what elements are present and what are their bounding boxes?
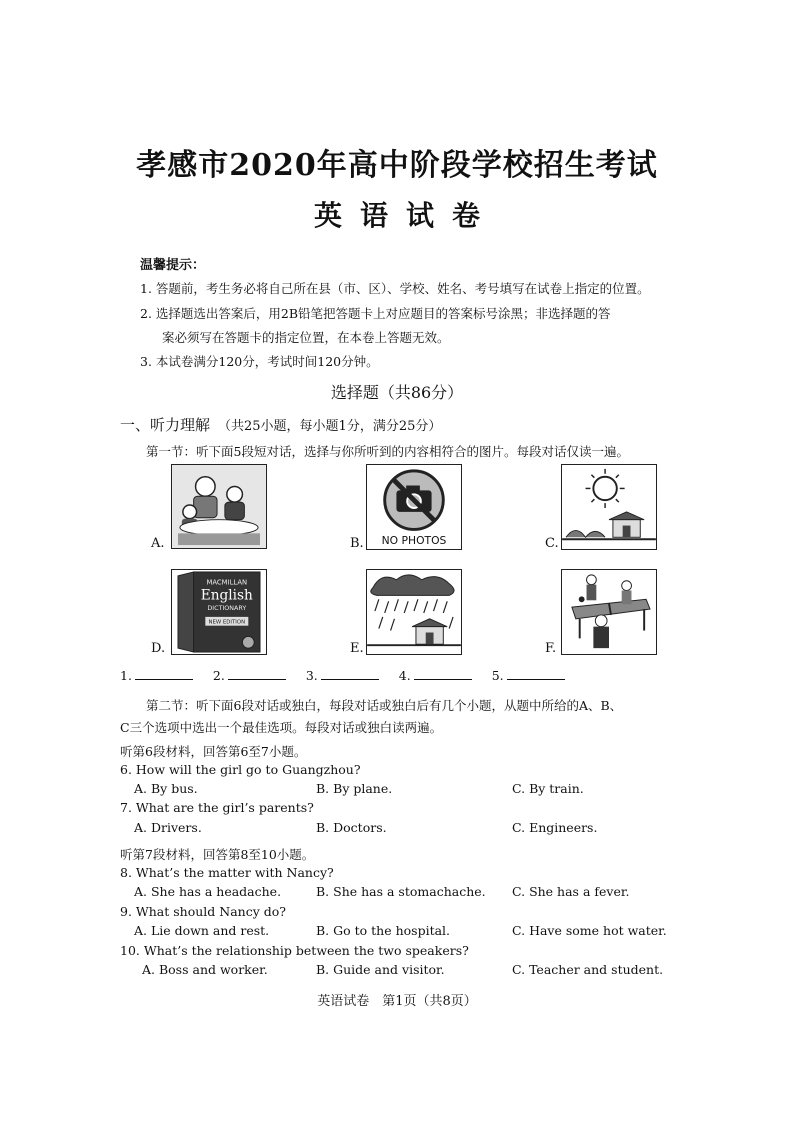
book-dictionary-text: DICTIONARY <box>207 605 247 613</box>
rainy-weather-icon <box>367 570 461 654</box>
q8-option-c[interactable]: C. She has a fever. <box>512 884 630 899</box>
blank-2[interactable]: 2. <box>213 668 286 683</box>
part1-title: 一、听力理解 <box>120 416 211 434</box>
book-publisher-text: MACMILLAN <box>206 578 248 587</box>
part1-meta: （共25小题，每小题1分，满分25分） <box>218 419 442 434</box>
tip-item-2: 2. 选择题选出答案后，用2B铅笔把答题卡上对应题目的答案标号涂黑；非选择题的答 <box>140 306 611 321</box>
q7-option-b[interactable]: B. Doctors. <box>316 820 387 835</box>
picture-e-rainy-house <box>366 569 462 655</box>
picture-label-a: A. <box>151 536 165 551</box>
picture-c-sunny-house <box>561 464 657 550</box>
answer-blanks <box>120 668 581 683</box>
blank-3[interactable]: 3. <box>306 668 379 683</box>
section1-instructions: 第一节：听下面5段短对话，选择与你所听到的内容相符合的图片。每段对话仅读一遍。 <box>146 444 629 459</box>
tips-heading: 温馨提示： <box>140 258 206 273</box>
blank-4[interactable]: 4. <box>399 668 472 683</box>
q8-option-b[interactable]: B. She has a stomachache. <box>316 884 486 899</box>
question-9: 9. What should Nancy do? <box>120 904 286 919</box>
blank-5[interactable]: 5. <box>492 668 565 683</box>
no-photos-text: NO PHOTOS <box>381 534 447 548</box>
book-edition-text: NEW EDITION <box>208 619 246 626</box>
section2-instructions-2: C三个选项中选出一个最佳选项。每段对话或独白读两遍。 <box>120 720 443 735</box>
material-6-heading: 听第6段材料，回答第6至7小题。 <box>120 744 307 759</box>
no-camera-icon <box>367 465 461 549</box>
question-7: 7. What are the girl’s parents? <box>120 800 314 815</box>
q9-option-b[interactable]: B. Go to the hospital. <box>316 923 451 938</box>
picture-f-table-tennis <box>561 569 657 655</box>
exam-subtitle: 英语试卷 <box>313 199 498 232</box>
q9-option-a[interactable]: A. Lie down and rest. <box>134 923 270 938</box>
table-tennis-icon <box>562 570 656 654</box>
q8-option-a[interactable]: A. She has a headache. <box>134 884 282 899</box>
exam-title: 孝感市2020年高中阶段学校招生考试 <box>136 148 658 183</box>
question-8: 8. What’s the matter with Nancy? <box>120 865 334 880</box>
tip-item-2-cont: 案必须写在答题卡的指定位置，在本卷上答题无效。 <box>162 330 450 345</box>
q7-option-a[interactable]: A. Drivers. <box>134 820 202 835</box>
q9-option-c[interactable]: C. Have some hot water. <box>512 923 667 938</box>
q6-option-c[interactable]: C. By train. <box>512 781 584 796</box>
book-title-text: English <box>200 587 253 604</box>
tip-item-1: 1. 答题前，考生务必将自己所在县（市、区）、学校、姓名、考号填写在试卷上指定的位置。 <box>140 281 650 296</box>
blank-1[interactable]: 1. <box>120 668 193 683</box>
picture-label-d: D. <box>151 641 166 656</box>
dictionary-book-icon <box>172 570 266 654</box>
picture-b-no-photos <box>366 464 462 550</box>
page-footer: 英语试卷 第1页（共8页） <box>317 994 477 1009</box>
section-title: 选择题（共86分） <box>330 383 464 402</box>
q6-option-b[interactable]: B. By plane. <box>316 781 393 796</box>
q7-option-c[interactable]: C. Engineers. <box>512 820 598 835</box>
question-10: 10. What’s the relationship between the two speakers? <box>120 943 469 958</box>
tip-item-3: 3. 本试卷满分120分，考试时间120分钟。 <box>140 354 379 369</box>
picture-label-c: C. <box>545 536 559 551</box>
material-7-heading: 听第7段材料，回答第8至10小题。 <box>120 847 315 862</box>
family-dinner-icon <box>172 465 266 548</box>
q10-option-b[interactable]: B. Guide and visitor. <box>316 962 445 977</box>
picture-label-b: B. <box>350 536 364 551</box>
question-6: 6. How will the girl go to Guangzhou? <box>120 762 361 777</box>
sunny-weather-icon <box>562 465 656 549</box>
picture-d-dictionary <box>171 569 267 655</box>
part1-heading <box>120 414 441 435</box>
q10-option-c[interactable]: C. Teacher and student. <box>512 962 664 977</box>
picture-a-family-dinner <box>171 464 267 549</box>
q10-option-a[interactable]: A. Boss and worker. <box>142 962 268 977</box>
section2-instructions-1: 第二节：听下面6段对话或独白，每段对话或独白后有几个小题，从题中所给的A、B、 <box>146 698 623 713</box>
picture-label-f: F. <box>545 641 557 656</box>
picture-label-e: E. <box>350 641 364 656</box>
q6-option-a[interactable]: A. By bus. <box>134 781 198 796</box>
